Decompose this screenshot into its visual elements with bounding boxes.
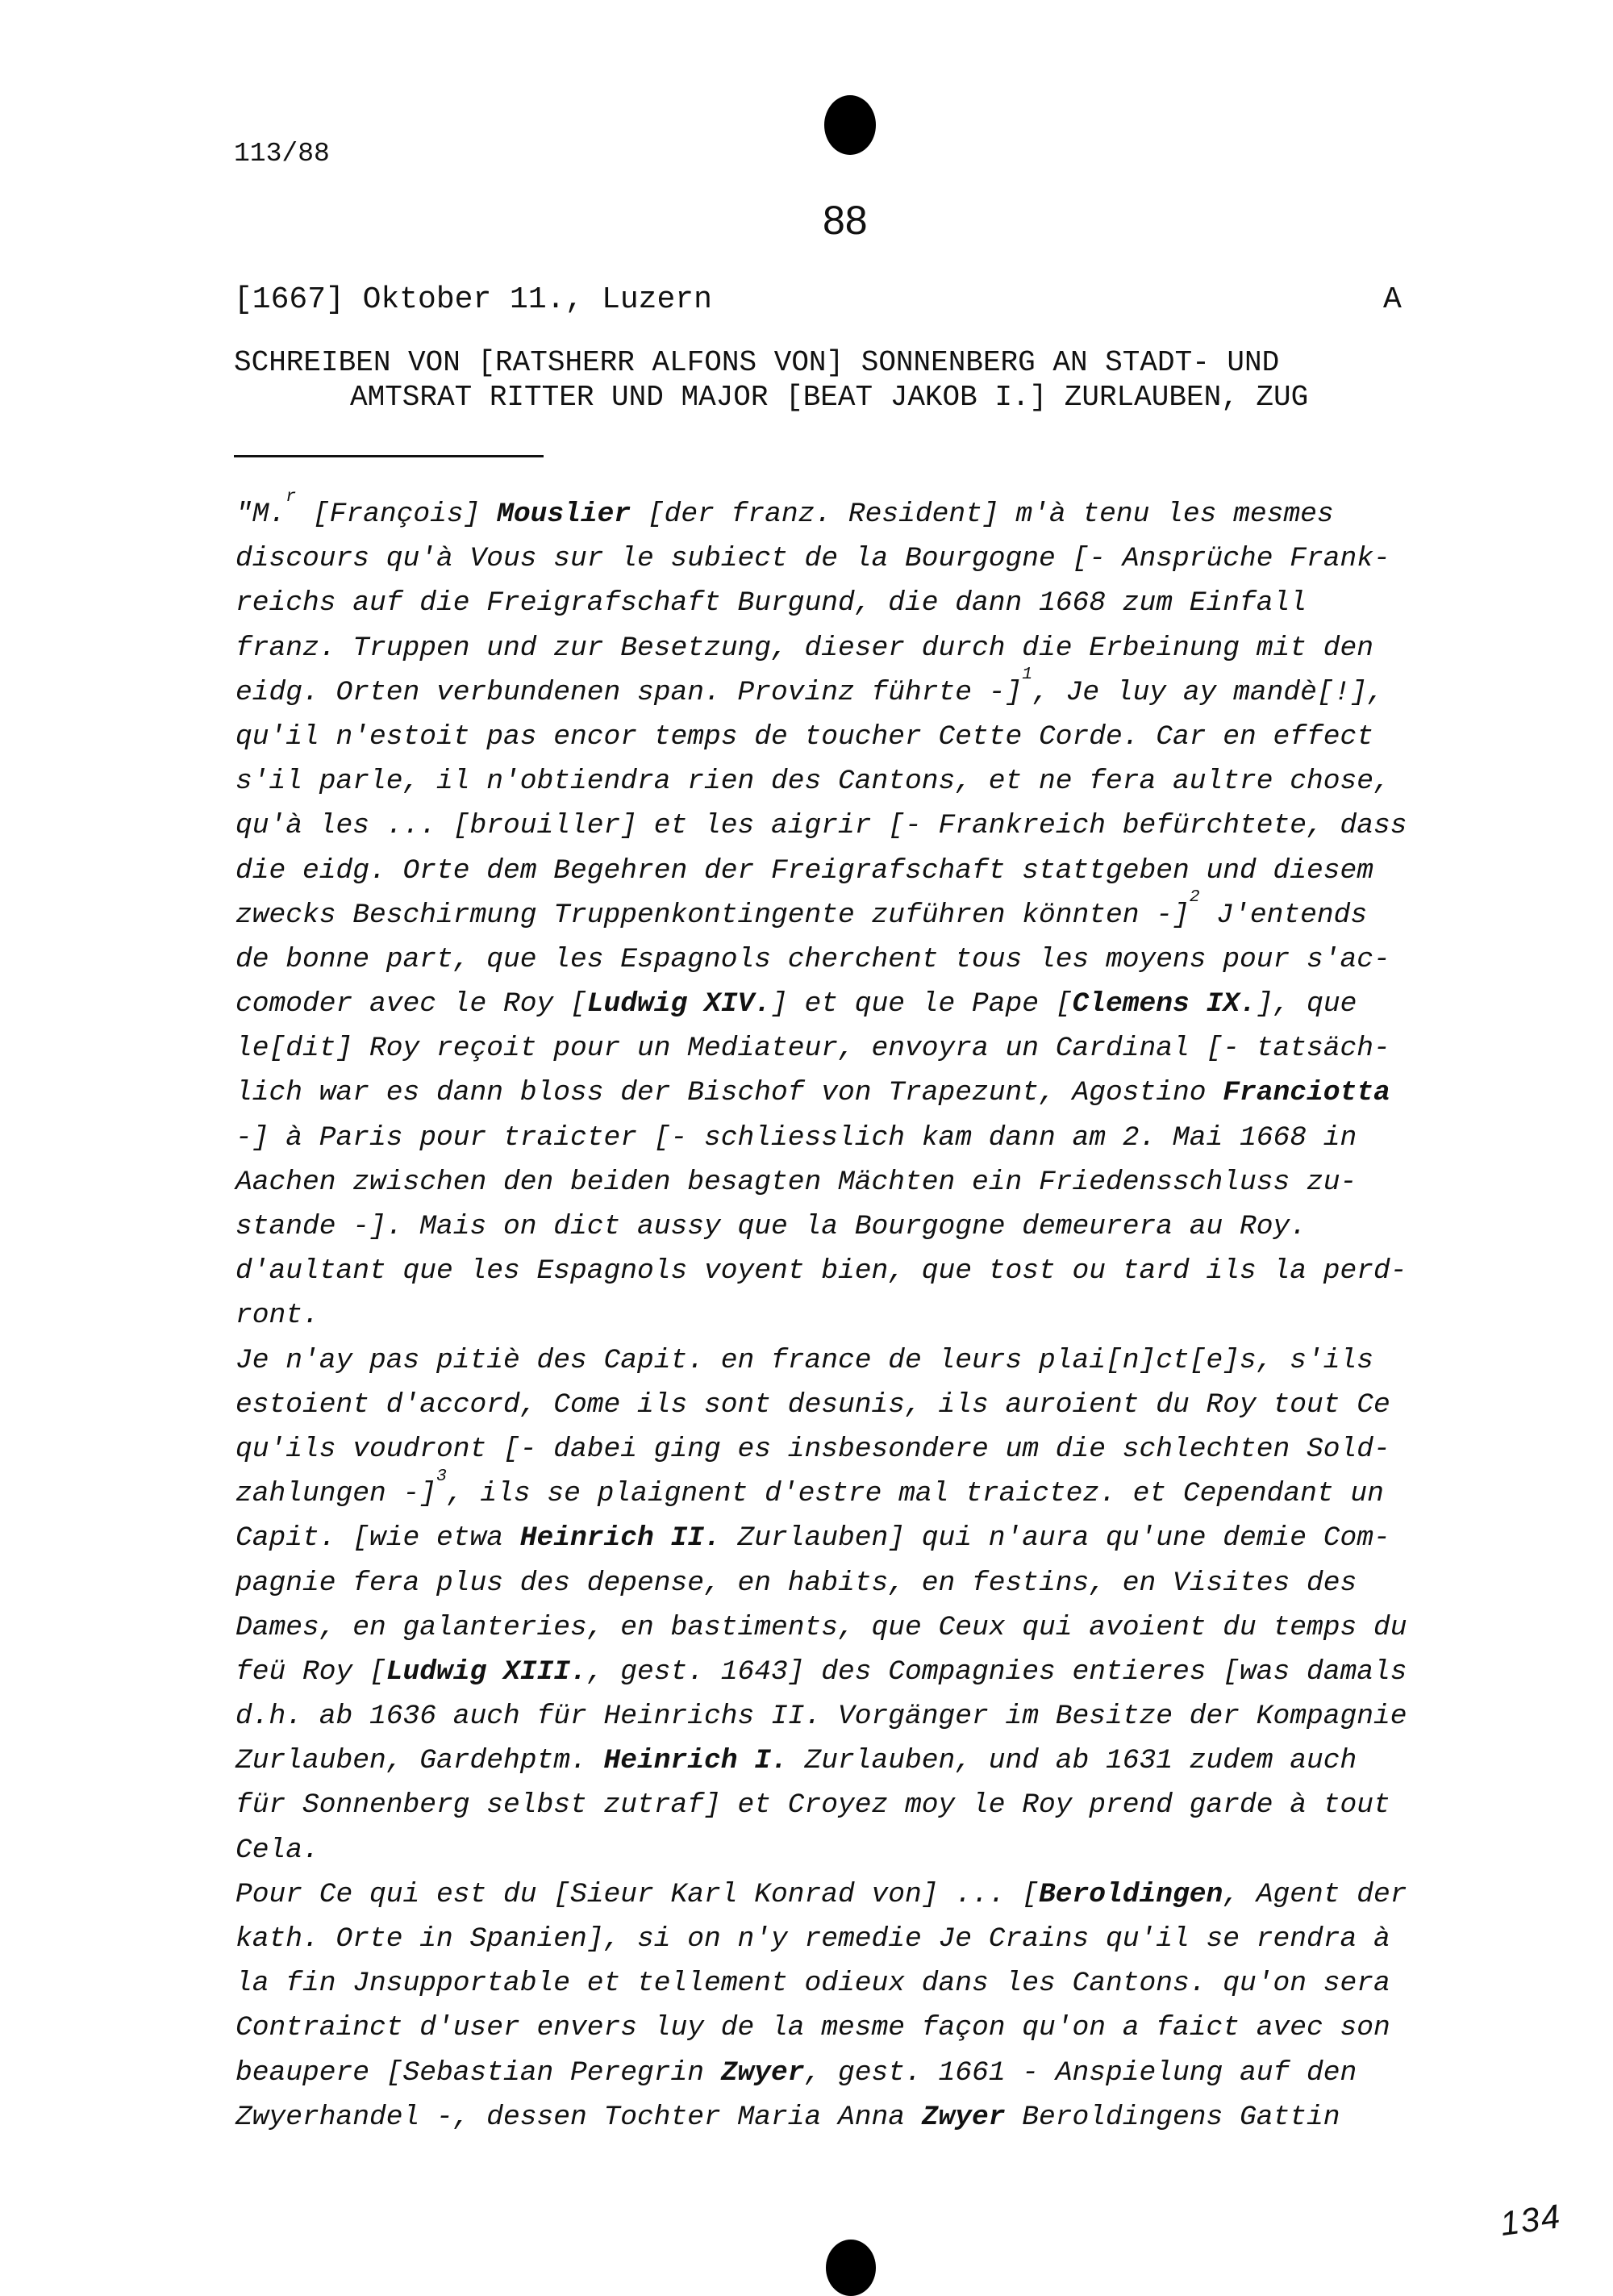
text-line: Contrainct d'user envers luy de la mesme façon qu'on a faict avec son xyxy=(235,2012,1390,2044)
name-ludwig-xiii: Ludwig XIII. xyxy=(386,1655,587,1688)
text-span: , Agent der xyxy=(1223,1878,1407,1910)
text-line: la fin Jnsupportable et tellement odieux dans les Cantons. qu'on sera xyxy=(235,1968,1390,2000)
text-line xyxy=(235,1516,1461,1560)
text-span: eidg. Orten verbundenen span. Provinz führte -] xyxy=(235,676,1023,708)
footnote-ref-2: 2 xyxy=(1189,887,1200,908)
text-line xyxy=(235,1650,1461,1694)
name-clemens-ix: Clemens IX. xyxy=(1072,988,1257,1021)
text-line: für Sonnenberg selbst zutraf] et Croyez moy le Roy prend garde à tout xyxy=(235,1789,1390,1822)
document-id: 113/88 xyxy=(234,139,330,169)
text-span: Zurlauben, und ab 1631 zudem auch xyxy=(787,1745,1357,1777)
text-line xyxy=(235,1466,1461,1516)
text-line: d.h. ab 1636 auch für Heinrichs II. Vorgänger im Besitze der Kompagnie xyxy=(235,1701,1407,1733)
text-line: Aachen zwischen den beiden besagten Mächten ein Friedensschluss zu- xyxy=(235,1166,1357,1198)
name-mouslier: Mouslier xyxy=(497,499,631,530)
text-span: , gest. 1661 - Anspielung auf den xyxy=(804,2056,1357,2089)
text-span: "M. xyxy=(235,499,286,530)
punch-hole-top xyxy=(824,95,876,155)
text-span: , Je luy ay mandè[!], xyxy=(1032,676,1384,708)
text-span: comoder avec le Roy [ xyxy=(235,988,587,1021)
text-line: die eidg. Orte dem Begehren der Freigrafschaft stattgeben und diesem xyxy=(235,854,1374,887)
text-span: zahlungen -] xyxy=(235,1478,437,1510)
text-line: franz. Truppen und zur Besetzung, dieser durch die Erbeinung mit den xyxy=(235,632,1374,664)
name-heinrich-i: Heinrich I. xyxy=(603,1745,788,1777)
text-span: zwecks Beschirmung Truppenkontingente zuführen könnten -] xyxy=(235,899,1190,931)
text-line: -] à Paris pour traicter [- schliesslich kam dann am 2. Mai 1668 in xyxy=(235,1121,1357,1154)
text-span: [François] xyxy=(296,499,498,530)
text-span: , gest. 1643] des Compagnies entieres [was damals xyxy=(586,1655,1407,1688)
handwritten-archive-number: 134 xyxy=(1498,2196,1564,2244)
name-zwyer: Zwyer xyxy=(921,2101,1006,2133)
date-place-line: [1667] Oktober 11., Luzern xyxy=(234,282,712,317)
text-span: Zwyerhandel -, dessen Tochter Maria Anna xyxy=(235,2101,922,2133)
text-span: [der franz. Resident] m'à tenu les mesmes xyxy=(631,499,1334,530)
text-span: ], que xyxy=(1256,988,1357,1021)
superscript: r xyxy=(286,486,297,507)
text-line: stande -]. Mais on dict aussy que la Bourgogne demeurera au Roy. xyxy=(235,1211,1307,1242)
punch-hole-bottom xyxy=(826,2240,876,2296)
footnote-ref-3: 3 xyxy=(436,1466,447,1486)
name-franciotta: Franciotta xyxy=(1223,1077,1390,1109)
letter-body xyxy=(235,486,1461,2139)
text-line: estoient d'accord, Come ils sont desunis, ils auroient du Roy tout Ce xyxy=(235,1388,1390,1421)
text-line xyxy=(235,2095,1461,2139)
text-line xyxy=(235,982,1461,1026)
text-span: Beroldingens Gattin xyxy=(1005,2101,1340,2133)
text-span: lich war es dann bloss der Bischof von Trapezunt, Agostino xyxy=(235,1077,1223,1109)
separator-rule xyxy=(234,455,544,457)
text-line: pagnie fera plus des depense, en habits, en festins, en Visites des xyxy=(235,1567,1357,1599)
page-number: 88 xyxy=(823,198,868,243)
text-line xyxy=(235,1872,1461,1917)
text-span: , ils se plaignent d'estre mal traictez. et Cependant un xyxy=(446,1478,1384,1510)
text-line xyxy=(235,665,1461,715)
heading-line-2: AMTSRAT RITTER UND MAJOR [BEAT JAKOB I.] ZURLAUBEN, ZUG xyxy=(350,381,1309,414)
text-span: ] et que le Pape [ xyxy=(771,988,1073,1021)
letter-heading xyxy=(234,345,1308,415)
name-heinrich-ii: Heinrich II. xyxy=(519,1522,721,1555)
text-line: reichs auf die Freigrafschaft Burgund, die dann 1668 zum Einfall xyxy=(235,587,1307,620)
text-line: d'aultant que les Espagnols voyent bien, que tost ou tard ils la perd- xyxy=(235,1255,1407,1288)
text-line: ront. xyxy=(235,1300,319,1332)
text-line xyxy=(235,887,1461,937)
text-line xyxy=(235,1739,1461,1783)
text-line: qu'à les ... [brouiller] et les aigrir [- Frankreich befürchtete, dass xyxy=(235,810,1407,842)
name-ludwig-xiv: Ludwig XIV. xyxy=(586,988,772,1021)
text-span: Pour Ce qui est du [Sieur Karl Konrad von] ... [ xyxy=(235,1878,1040,1910)
text-line: de bonne part, que les Espagnols cherchent tous les moyens pour s'ac- xyxy=(235,943,1390,975)
text-span: Zurlauben] qui n'aura qu'une demie Com- xyxy=(720,1522,1390,1555)
text-line: s'il parle, il n'obtiendra rien des Cantons, et ne fera aultre chose, xyxy=(235,766,1390,798)
text-line xyxy=(235,2051,1461,2095)
text-line: Je n'ay pas pitiè des Capit. en france de leurs plai[n]ct[e]s, s'ils xyxy=(235,1344,1374,1376)
text-span: Capit. [wie etwa xyxy=(235,1522,520,1555)
text-span: J'entends xyxy=(1199,899,1368,931)
text-line xyxy=(235,1071,1461,1115)
text-line: Cela. xyxy=(235,1834,319,1866)
name-beroldingen: Beroldingen xyxy=(1039,1878,1223,1910)
footnote-ref-1: 1 xyxy=(1022,665,1033,685)
version-mark: A xyxy=(1383,282,1402,317)
text-line: kath. Orte in Spanien], si on n'y remedie Je Crains qu'il se rendra à xyxy=(235,1923,1390,1955)
text-line xyxy=(235,486,1461,536)
name-zwyer: Zwyer xyxy=(720,2056,805,2089)
heading-line-1: SCHREIBEN VON [RATSHERR ALFONS VON] SONNENBERG AN STADT- UND xyxy=(234,346,1280,379)
text-line: qu'ils voudront [- dabei ging es insbesondere um die schlechten Sold- xyxy=(235,1433,1390,1465)
text-line: Dames, en galanteries, en bastiments, que Ceux qui avoient du temps du xyxy=(235,1611,1407,1643)
text-line: le[dit] Roy reçoit pour un Mediateur, envoyra un Cardinal [- tatsäch- xyxy=(235,1033,1390,1065)
text-line: qu'il n'estoit pas encor temps de toucher Cette Corde. Car en effect xyxy=(235,720,1374,753)
text-span: beaupere [Sebastian Peregrin xyxy=(235,2056,721,2089)
text-span: feü Roy [ xyxy=(235,1655,386,1688)
text-line: discours qu'à Vous sur le subiect de la Bourgogne [- Ansprüche Frank- xyxy=(235,543,1390,575)
text-span: Zurlauben, Gardehptm. xyxy=(235,1745,604,1777)
